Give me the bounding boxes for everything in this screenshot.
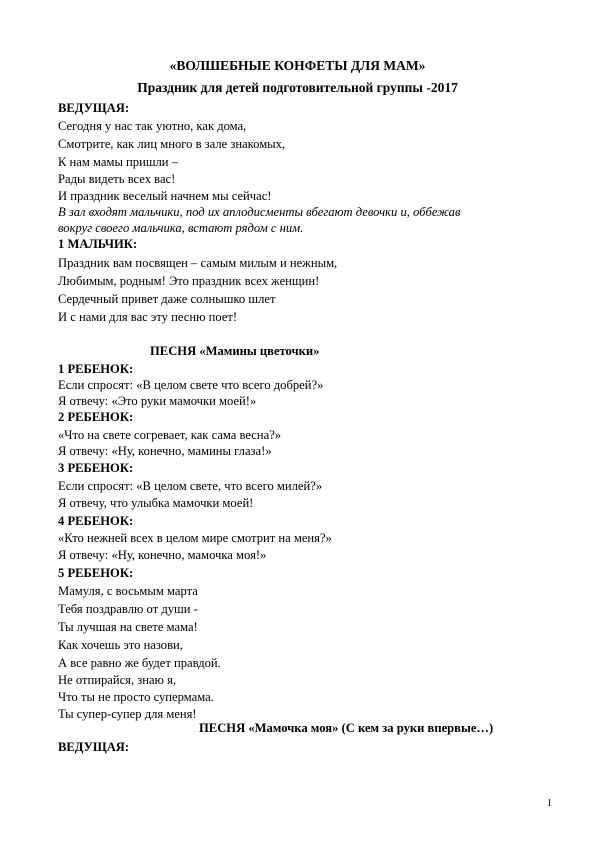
speaker-heading: 1 РЕБЕНОК: [58, 362, 134, 376]
poem-line: Ты лучшая на свете мама! [58, 620, 198, 634]
speaker-heading: 5 РЕБЕНОК: [58, 566, 134, 580]
poem-line: Мамуля, с восьмым марта [58, 584, 198, 598]
song-heading: ПЕСНЯ «Мамины цветочки» [150, 344, 320, 358]
text-line: Я отвечу: «Это руки мамочки моей!» [58, 394, 257, 408]
text-line: Смотрите, как лиц много в зале знакомых, [58, 137, 286, 151]
text-line: Любимым, родным! Это праздник всех женщин! [58, 274, 320, 288]
text-line: «Кто нежней всех в целом мире смотрит на меня?» [58, 531, 332, 545]
speaker-heading: 2 РЕБЕНОК: [58, 410, 134, 424]
poem-line: Ты супер-супер для меня! [58, 707, 197, 721]
text-line: Праздник вам посвящен – самым милым и нежным, [58, 256, 338, 270]
text-line: К нам мамы пришли – [58, 155, 178, 169]
text-line: Если спросят: «В целом свете что всего добрей?» [58, 378, 324, 392]
page-number: 1 [547, 798, 552, 809]
poem-line: А все равно же будет правдой. [58, 656, 221, 670]
speaker-heading: 3 РЕБЕНОК: [58, 461, 134, 475]
speaker-heading: ВЕДУЩАЯ: [58, 740, 130, 754]
stage-direction: вокруг своего мальчика, встают рядом с ним. [58, 221, 304, 235]
poem-line: Как хочешь это назови, [58, 638, 183, 652]
text-line: И праздник веселый начнем мы сейчас! [58, 189, 272, 203]
text-line: Я отвечу: «Ну, конечно, мамочка моя!» [58, 548, 267, 562]
song-heading: ПЕСНЯ «Мамочка моя» (С кем за руки впервые…) [199, 721, 494, 735]
poem-line: Тебя поздравлю от души - [58, 602, 198, 616]
document-subtitle: Праздник для детей подготовительной группы -2017 [137, 80, 458, 95]
text-line: Сердечный привет даже солнышко шлет [58, 292, 276, 306]
text-line: И с нами для вас эту песню поет! [58, 310, 238, 324]
text-line: Сегодня у нас так уютно, как дома, [58, 119, 247, 133]
poem-line: Что ты не просто супермама. [58, 690, 214, 704]
stage-direction: В зал входят мальчики, под их аплодисменты вбегают девочки и, оббежав [58, 205, 461, 219]
speaker-heading: 4 РЕБЕНОК: [58, 514, 134, 528]
text-line: Я отвечу: «Ну, конечно, мамины глаза!» [58, 444, 272, 458]
poem-line: Не отпирайся, знаю я, [58, 673, 177, 687]
text-line: Я отвечу, что улыбка мамочки моей! [58, 496, 254, 510]
document-title: «ВОЛШЕБНЫЕ КОНФЕТЫ ДЛЯ МАМ» [169, 58, 426, 73]
text-line: «Что на свете согревает, как сама весна?» [58, 428, 282, 442]
speaker-heading: 1 МАЛЬЧИК: [58, 237, 138, 251]
speaker-heading: ВЕДУЩАЯ: [58, 101, 130, 115]
text-line: Если спросят: «В целом свете, что всего милей?» [58, 479, 323, 493]
text-line: Рады видеть всех вас! [58, 172, 176, 186]
